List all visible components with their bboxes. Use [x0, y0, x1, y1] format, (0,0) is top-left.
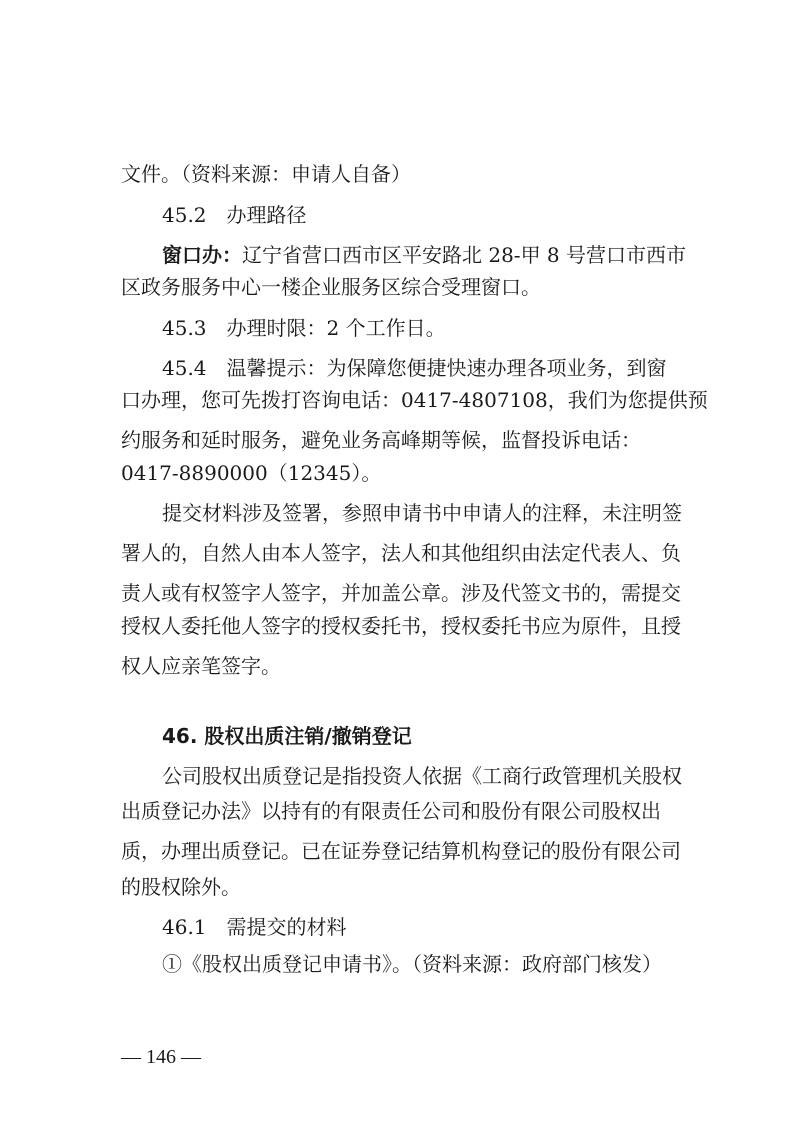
- paragraph-line: 署人的，自然人由本人签字，法人和其他组织由法定代表人、负: [121, 541, 681, 565]
- paragraph-line: 权人应亲笔签字。: [121, 654, 281, 678]
- paragraph-line: 区政务服务中心一楼企业服务区综合受理窗口。: [121, 275, 541, 299]
- paragraph-line: 公司股权出质登记是指投资人依据《工商行政管理机关股权: [162, 764, 682, 788]
- window-address: 辽宁省营口西市区平安路北 28-甲 8 号营口市西市: [242, 243, 687, 267]
- paragraph-line: [162, 241, 793, 269]
- paragraph-line: 口办理，您可先拨打咨询电话：0417-4807108，我们为您提供预: [121, 388, 708, 412]
- paragraph-line: 提交材料涉及签署，参照申请书中申请人的注释，未注明签: [162, 501, 682, 525]
- window-label: 窗口办：: [162, 243, 242, 267]
- paragraph-line: 约服务和延时服务，避免业务高峰期等候，监督投诉电话：: [121, 428, 641, 452]
- paragraph-line: 出质登记办法》以持有的有限责任公司和股份有限公司股权出: [121, 799, 661, 823]
- page-number: — 146 —: [121, 1046, 201, 1068]
- section-46-heading: 46. 股权出质注销/撤销登记: [162, 724, 412, 748]
- paragraph-line: 0417-8890000（12345）。: [121, 461, 382, 485]
- section-45-3-title: 45.3 办理时限：2 个工作日。: [162, 316, 446, 340]
- section-46-1-title: 46.1 需提交的材料: [162, 915, 347, 939]
- paragraph-line: 文件。（资料来源：申请人自备）: [121, 162, 411, 186]
- paragraph-line: 责人或有权签字人签字，并加盖公章。涉及代签文书的，需提交: [121, 581, 681, 605]
- paragraph-line: 的股权除外。: [121, 875, 241, 899]
- paragraph-line: 授权人委托他人签字的授权委托书，授权委托书应为原件，且授: [121, 614, 681, 638]
- paragraph-line: 质，办理出质登记。已在证券登记结算机构登记的股份有限公司: [121, 839, 681, 863]
- section-45-4-title: 45.4 温馨提示：为保障您便捷快速办理各项业务，到窗: [162, 356, 667, 380]
- paragraph-line: ①《股权出质登记申请书》。（资料来源：政府部门核发）: [162, 952, 662, 976]
- section-45-2-title: 45.2 办理路径: [162, 203, 307, 227]
